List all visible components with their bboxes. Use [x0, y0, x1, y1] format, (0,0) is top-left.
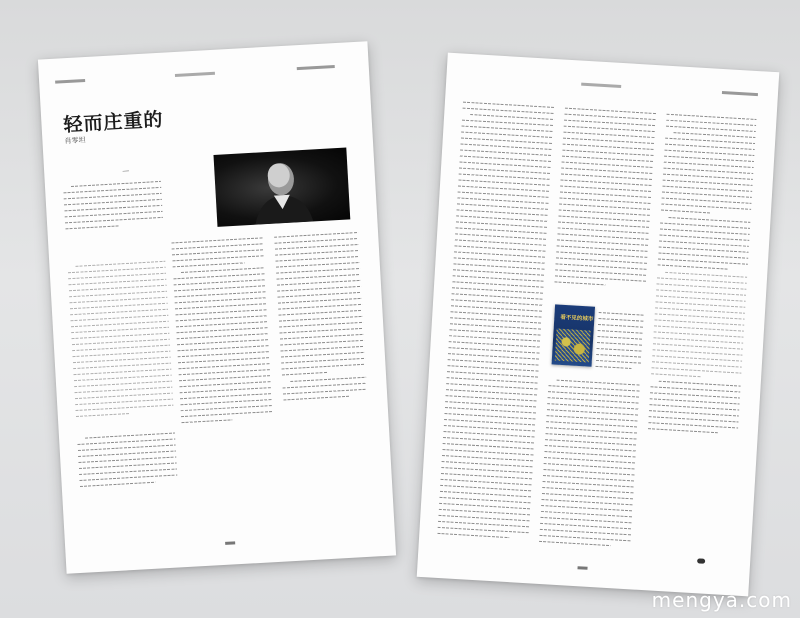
body-column-1: [67, 261, 174, 422]
right-body-column-2-bottom: [539, 379, 641, 552]
article-author: 肖零坦: [64, 136, 86, 146]
right-body-column-3: [648, 114, 757, 440]
site-watermark: mengya.com: [651, 588, 792, 612]
left-page-header-left: [55, 79, 85, 84]
book-cover-title: 看不见的城市: [560, 314, 594, 323]
section-dash: —: [122, 166, 130, 176]
left-page-header-right: [297, 65, 335, 70]
body-column-2: [171, 237, 273, 428]
right-page-number: [577, 566, 587, 570]
article-title: 轻而庄重的: [62, 108, 165, 137]
intro-paragraph: [63, 181, 164, 234]
right-page: [417, 53, 780, 597]
end-mark-icon: [697, 558, 705, 563]
author-portrait-photo: [213, 148, 350, 227]
left-page-header-center: [175, 72, 215, 77]
book-cover-art: [555, 329, 591, 363]
left-page: [38, 41, 396, 574]
right-body-column-1: [437, 102, 555, 545]
left-page-number: [225, 541, 235, 545]
right-book-caption-lines: [595, 312, 644, 375]
portrait-silhouette-icon: [213, 148, 350, 227]
right-page-header-right: [722, 91, 758, 96]
right-body-column-2-top: [554, 108, 657, 293]
book-cover-image: [552, 304, 595, 366]
body-column-1-bottom: [77, 433, 178, 492]
body-column-3: [274, 232, 367, 405]
right-page-header-center: [581, 83, 621, 88]
